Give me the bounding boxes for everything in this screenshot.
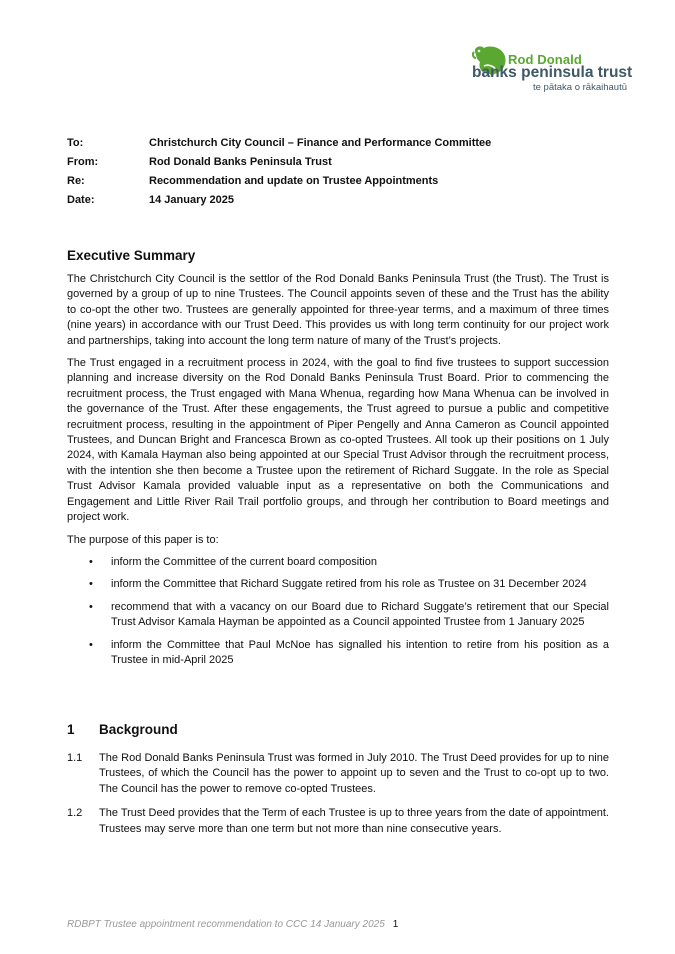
memo-header xyxy=(67,134,491,210)
memo-re-row xyxy=(67,172,491,191)
summary-paragraph: The purpose of this paper is to: xyxy=(67,533,219,546)
logo-line-2: banks peninsula trust xyxy=(472,64,633,81)
numbered-paragraph xyxy=(67,751,609,797)
bullet-icon: • xyxy=(89,600,93,613)
paragraph-text: The Rod Donald Banks Peninsula Trust was formed in July 2010. The Trust Deed provides for up to nine Trustees, of which the Council has the power to appoint up to seven and the Trust to co-opt up to two. The Council has the power to remove co-opted Trustees. xyxy=(99,752,609,795)
purpose-list xyxy=(67,555,609,668)
section-title: Background xyxy=(99,722,178,737)
paragraph-text: The Trust Deed provides that the Term of each Trustee is up to three years from the date of appointment. Trustees may serve more than one term but not more than nine consecutive years. xyxy=(99,807,609,835)
logo-line-1: Rod Donald xyxy=(508,52,582,67)
purpose-list-item xyxy=(67,555,609,570)
background-items xyxy=(67,751,609,846)
memo-to-row xyxy=(67,134,491,153)
purpose-list-item xyxy=(67,600,609,631)
summary-paragraph: The Trust engaged in a recruitment process in 2024, with the goal to find five trustees to support succession planning and increase diversity on the Rod Donald Banks Peninsula Trust Board. Prior to commencing the recruitment process, the Trust engaged with Mana Whenua, regarding how Mana Whenua can be involved in the governance of the Trust. After these engagements, the Trust agreed to pursue a public and competitive recruitment process, resulting in the appointment of Piper Pengelly and Anna Cameron as Council appointed Trustees, and Duncan Bright and Francesca Brown as co-opted Trustees. All took up their positions on 1 July 2024, with Kamala Hayman also being appointed at our Special Trust Advisor through the recruitment process, with the intention she then become a Trustee upon the retirement of Richard Suggate. In the role as Special Trust Advisor Kamala provided valuable input as a representative on both the Communications and Engagement and Little River Rail Trail portfolio groups, and through her contribution to Board meetings and project work. xyxy=(67,357,609,524)
executive-summary-body xyxy=(67,272,609,675)
trust-logo xyxy=(470,44,640,99)
memo-date-value: 14 January 2025 xyxy=(149,194,235,206)
purpose-list-item xyxy=(67,577,609,592)
paragraph-number: 1.1 xyxy=(67,752,83,764)
paragraph-number: 1.2 xyxy=(67,807,83,820)
memo-to-value: Christchurch City Council – Finance and Performance Committee xyxy=(149,137,492,149)
memo-from-value: Rod Donald Banks Peninsula Trust xyxy=(149,156,332,168)
purpose-list-text: inform the Committee that Richard Suggate retired from his role as Trustee on 31 December 2024 xyxy=(111,578,587,591)
footer-text: RDBPT Trustee appointment recommendation to CCC 14 January 2025 xyxy=(67,919,385,930)
bullet-icon: • xyxy=(89,555,93,568)
numbered-paragraph xyxy=(67,806,609,837)
section-number: 1 xyxy=(67,722,75,737)
memo-from-row xyxy=(67,153,491,172)
bullet-icon: • xyxy=(89,638,93,651)
bullet-icon: • xyxy=(89,578,93,591)
purpose-list-item xyxy=(67,638,609,669)
executive-summary-heading: Executive Summary xyxy=(67,248,196,263)
summary-paragraph: The Christchurch City Council is the settlor of the Rod Donald Banks Peninsula Trust (the Trust). The Trust is governed by a group of up to nine Trustees. The Council appoints seven of these and the Trust has the ability to co-opt the other two. Trustees are generally appointed for three-year terms, and a maximum of three times (nine years) in accordance with our Trust Deed. This provides us with long term continuity for our project work and partnerships, taking into account the long term nature of many of the Trust’s projects. xyxy=(67,273,609,347)
page-number: 1 xyxy=(392,919,399,930)
background-heading xyxy=(67,722,178,737)
memo-date-label: Date: xyxy=(67,194,95,206)
memo-re-value: Recommendation and update on Trustee Appointments xyxy=(149,175,439,187)
memo-from-label: From: xyxy=(67,156,99,168)
purpose-list-text: recommend that with a vacancy on our Board due to Richard Suggate’s retirement that our Special Trust Advisor Kamala Hayman be appointed as a Council appointed Trustee from 1 January 2025 xyxy=(111,600,609,629)
purpose-list-text: inform the Committee of the current board composition xyxy=(111,555,377,568)
memo-re-label: Re: xyxy=(67,175,85,187)
memo-date-row xyxy=(67,191,491,210)
logo-tagline: te pātaka o rākaihautū xyxy=(533,82,628,93)
purpose-list-text: inform the Committee that Paul McNoe has signalled his intention to retire from his position as a Trustee in mid-April 2025 xyxy=(111,638,609,666)
memo-to-label: To: xyxy=(67,137,84,149)
page-footer xyxy=(67,919,398,930)
